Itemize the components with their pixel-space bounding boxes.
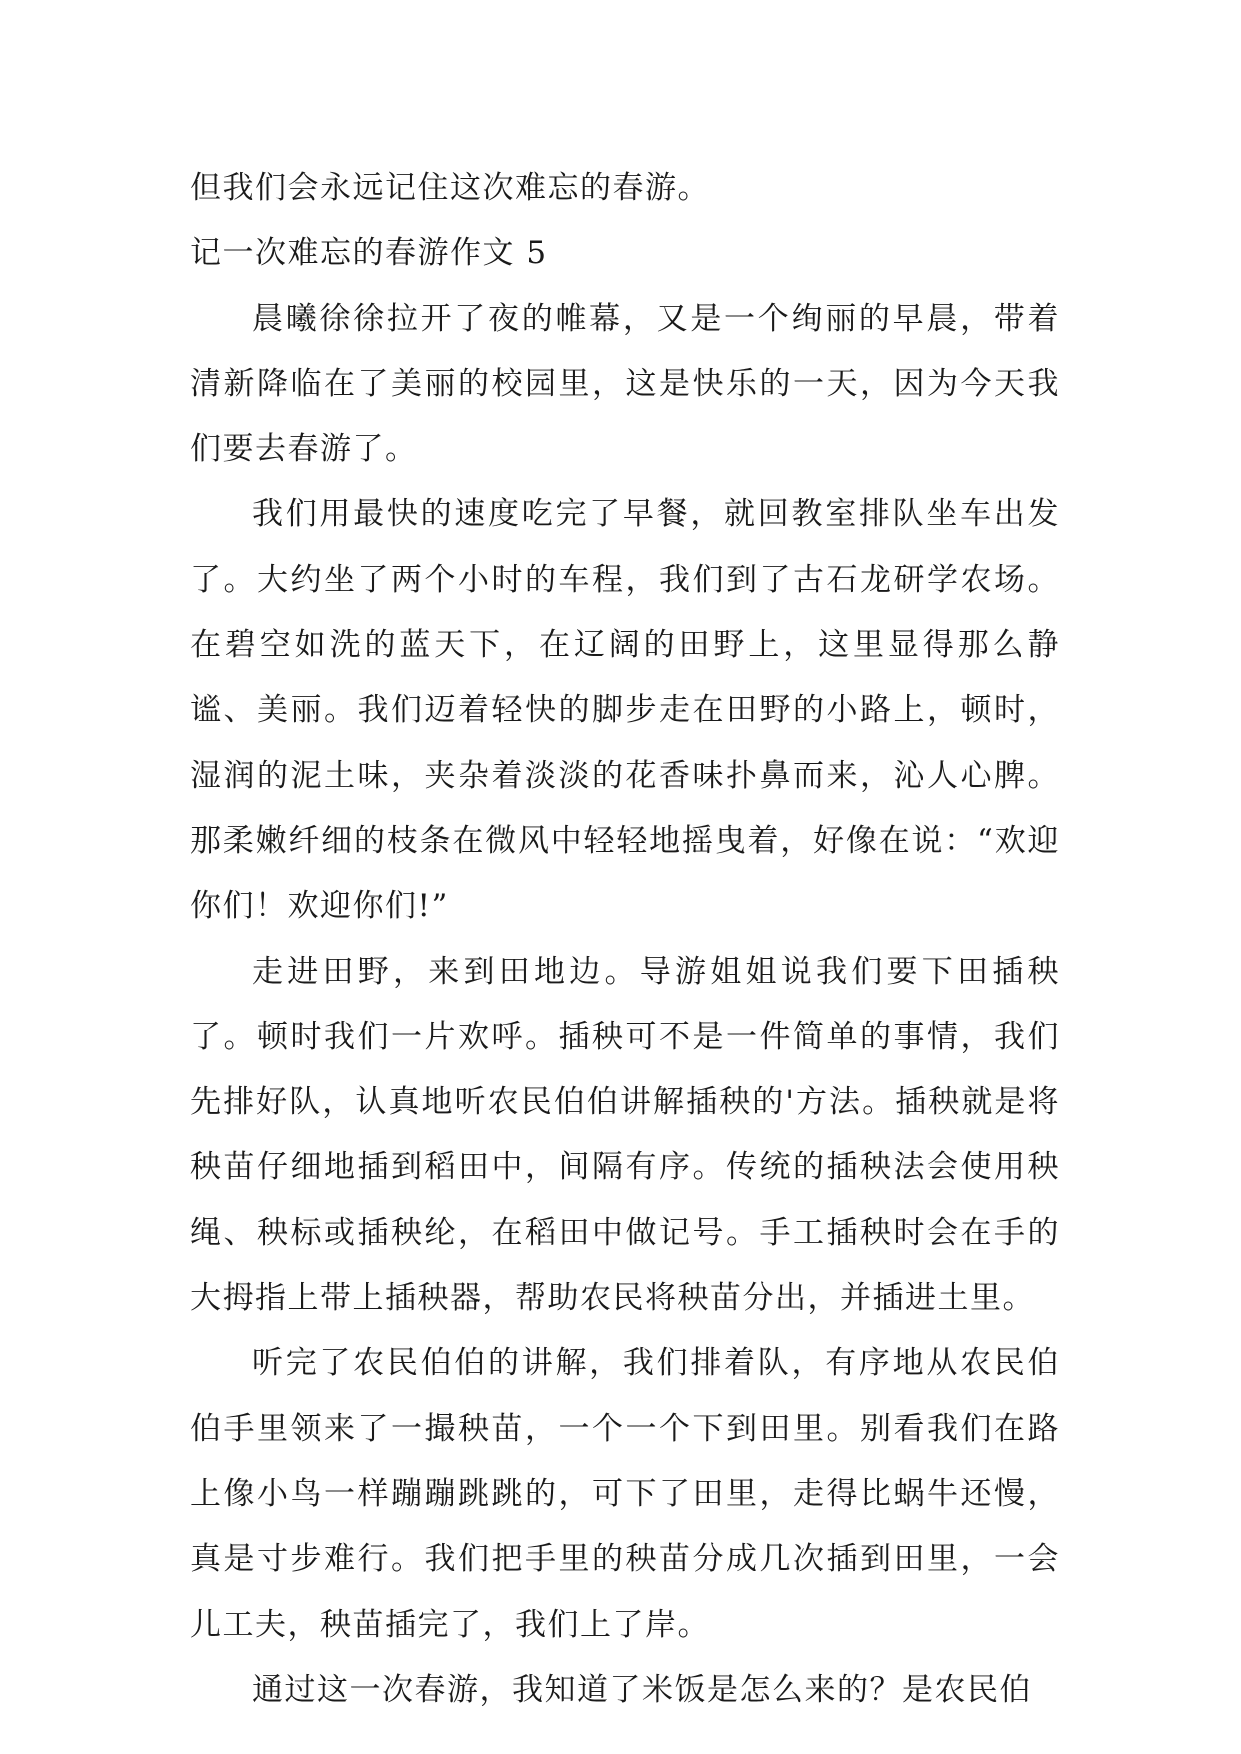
paragraph-5: 通过这一次春游，我知道了米饭是怎么来的？是农民伯: [252, 1671, 1032, 1708]
paragraph-1: 晨曦徐徐拉开了夜的帷幕，又是一个绚丽的早晨，带着清新降临在了美丽的校园里，这是快乐的一天，因为今天我们要去春游了。: [190, 300, 1060, 468]
section-title: 记一次难忘的春游作文 5: [190, 235, 548, 272]
paragraph-4: 听完了农民伯伯的讲解，我们排着队，有序地从农民伯伯手里领来了一撮秧苗，一个一个下到田里。别看我们在路上像小鸟一样蹦蹦跳跳的，可下了田里，走得比蜗牛还慢，真是寸步难行。我们把手里的秧苗分成几次插到田里，一会儿工夫，秧苗插完了，我们上了岸。: [190, 1345, 1060, 1643]
document-body: [190, 156, 1060, 1723]
closing-line: 但我们会永远记住这次难忘的春游。: [190, 170, 710, 206]
paragraph-2: 我们用最快的速度吃完了早餐，就回教室排队坐车出发了。大约坐了两个小时的车程，我们到了古石龙研学农场。在碧空如洗的蓝天下，在辽阔的田野上，这里显得那么静谧、美丽。我们迈着轻快的脚步走在田野的小路上，顿时，湿润的泥土味，夹杂着淡淡的花香味扑鼻而来，沁人心脾。那柔嫩纤细的枝条在微风中轻轻地摇曳着，好像在说：“欢迎你们！欢迎你们!”: [190, 496, 1060, 925]
paragraph-3: 走进田野，来到田地边。导游姐姐说我们要下田插秧了。顿时我们一片欢呼。插秧可不是一件简单的事情，我们先排好队，认真地听农民伯伯讲解插秧的'方法。插秧就是将秧苗仔细地插到稻田中，间隔有序。传统的插秧法会使用秧绳、秧标或插秧纶，在稻田中做记号。手工插秧时会在手的大拇指上带上插秧器，帮助农民将秧苗分出，并插进土里。: [190, 953, 1060, 1317]
